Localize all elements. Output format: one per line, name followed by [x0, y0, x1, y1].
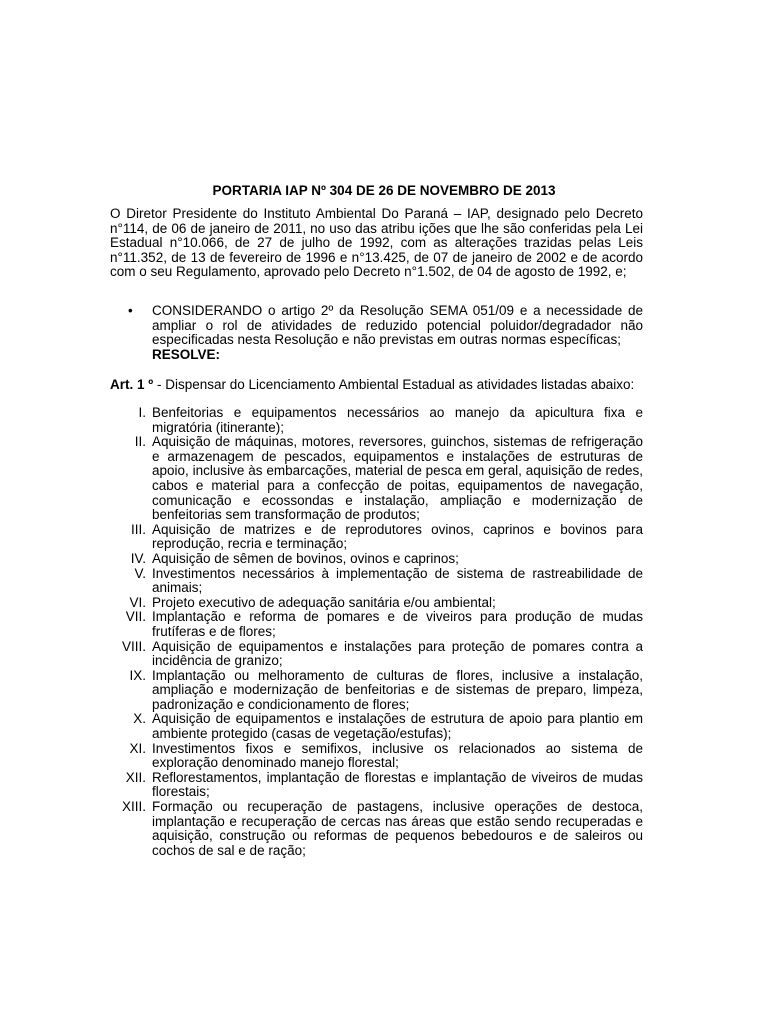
list-item — [110, 406, 643, 435]
list-item-text: Implantação e reforma de pomares e de viveiros para produção de mudas frutíferas e de flores; — [152, 609, 643, 639]
list-item — [110, 712, 643, 741]
list-item — [110, 742, 643, 771]
list-item-text: Aquisição de equipamentos e instalações de estrutura de apoio para plantio em ambiente protegido (casas de vegetação/estufas); — [152, 711, 643, 742]
article-1 — [110, 377, 643, 393]
list-item-number: VII. — [125, 609, 146, 625]
list-item-number: X. — [133, 711, 146, 727]
list-item-number: XI. — [129, 740, 146, 756]
list-item-number: IV. — [130, 550, 146, 566]
list-item-text: Projeto executivo de adequação sanitária e/ou ambiental; — [152, 594, 496, 610]
activities-list — [110, 406, 643, 858]
list-item-number: I. — [138, 405, 146, 420]
list-item-text: Aquisição de equipamentos e instalações para proteção de pomares contra a incidência de granizo; — [152, 638, 643, 669]
list-item-text: Investimentos fixos e semifixos, inclusive os relacionados ao sistema de exploração denominado manejo florestal; — [152, 740, 643, 771]
list-item — [110, 435, 643, 523]
resolve-heading: RESOLVE: — [152, 346, 221, 362]
list-item-text: Investimentos necessários à implementação de sistema de rastreabilidade de animais; — [152, 565, 643, 596]
list-item — [110, 610, 643, 639]
considerando-text: CONSIDERANDO o artigo 2º da Resolução SEMA 051/09 e a necessidade de ampliar o rol de atividades de reduzido potencial poluidor/degradador não especificadas nesta Resolução e não previstas em outras normas específicas; — [152, 303, 643, 348]
list-item-number: XII. — [125, 769, 146, 785]
bullet-icon: • — [128, 303, 133, 318]
article-1-label: Art. 1 º — [110, 377, 154, 392]
list-item-number: II. — [134, 434, 146, 450]
list-item-number: IX. — [129, 667, 146, 683]
list-item — [110, 523, 643, 552]
intro-paragraph: O Diretor Presidente do Instituto Ambiental Do Paraná – IAP, designado pelo Decreto n°114, de 06 de janeiro de 2011, no uso das atribu ições que lhe são conferidas pela Lei Estadual n°10.066, de 27 de julho de 1992, com as alterações trazidas pelas Leis n°11.352, de 13 de fevereiro de 1996 e n°13.425, de 07 de janeiro de 2002 e de acordo com o seu Regulamento, aprovado pelo Decreto n°1.502, de 04 de agosto de 1992, e; — [110, 206, 643, 280]
list-item-text: Benfeitorias e equipamentos necessários ao manejo da apicultura fixa e migratória (itinerante); — [152, 405, 643, 435]
list-item-number: XIII. — [121, 799, 146, 815]
list-item-text: Aquisição de sêmen de bovinos, ovinos e caprinos; — [152, 550, 459, 566]
list-item — [110, 552, 643, 567]
list-item — [110, 567, 643, 596]
list-item — [110, 771, 643, 800]
list-item-text: Aquisição de matrizes e de reprodutores ovinos, caprinos e bovinos para reprodução, recria e terminação; — [152, 521, 643, 552]
list-item-text: Reflorestamentos, implantação de florestas e implantação de viveiros de mudas florestais; — [152, 769, 643, 800]
list-item — [110, 640, 643, 669]
list-item — [110, 596, 643, 611]
list-item-text: Formação ou recuperação de pastagens, inclusive operações de destoca, implantação e recuperação de cercas nas áreas que estão sendo recuperadas e aquisição, construção ou reformas de pequenos bebedouros e de saleiros ou cochos de sal e de ração; — [152, 799, 643, 858]
considerando-bullet — [128, 304, 643, 362]
article-1-text: - Dispensar do Licenciamento Ambiental Estadual as atividades listadas abaixo: — [156, 377, 635, 392]
list-item-text: Aquisição de máquinas, motores, reversores, guinchos, sistemas de refrigeração e armazenagem de pescados, equipamentos e instalações de estruturas de apoio, inclusive às embarcações, material de pesca em geral, aquisição de redes, cabos e material para a confecção de poitas, equipamentos de navegação, comunicação e ecossondas e instalação, ampliação e modernização de benfeitorias sem transformação de produtos; — [152, 434, 643, 523]
list-item — [110, 800, 643, 858]
document-title: PORTARIA IAP Nº 304 DE 26 DE NOVEMBRO DE 2013 — [212, 183, 556, 198]
list-item — [110, 669, 643, 713]
list-item-number: V. — [134, 565, 146, 581]
list-item-number: III. — [130, 521, 146, 537]
list-item-number: VI. — [129, 594, 146, 610]
list-item-number: VIII. — [121, 638, 146, 654]
list-item-text: Implantação ou melhoramento de culturas de flores, inclusive a instalação, ampliação e modernização de benfeitorias e de sistemas de preparo, limpeza, padronização e condicionamento de flores; — [152, 667, 643, 712]
